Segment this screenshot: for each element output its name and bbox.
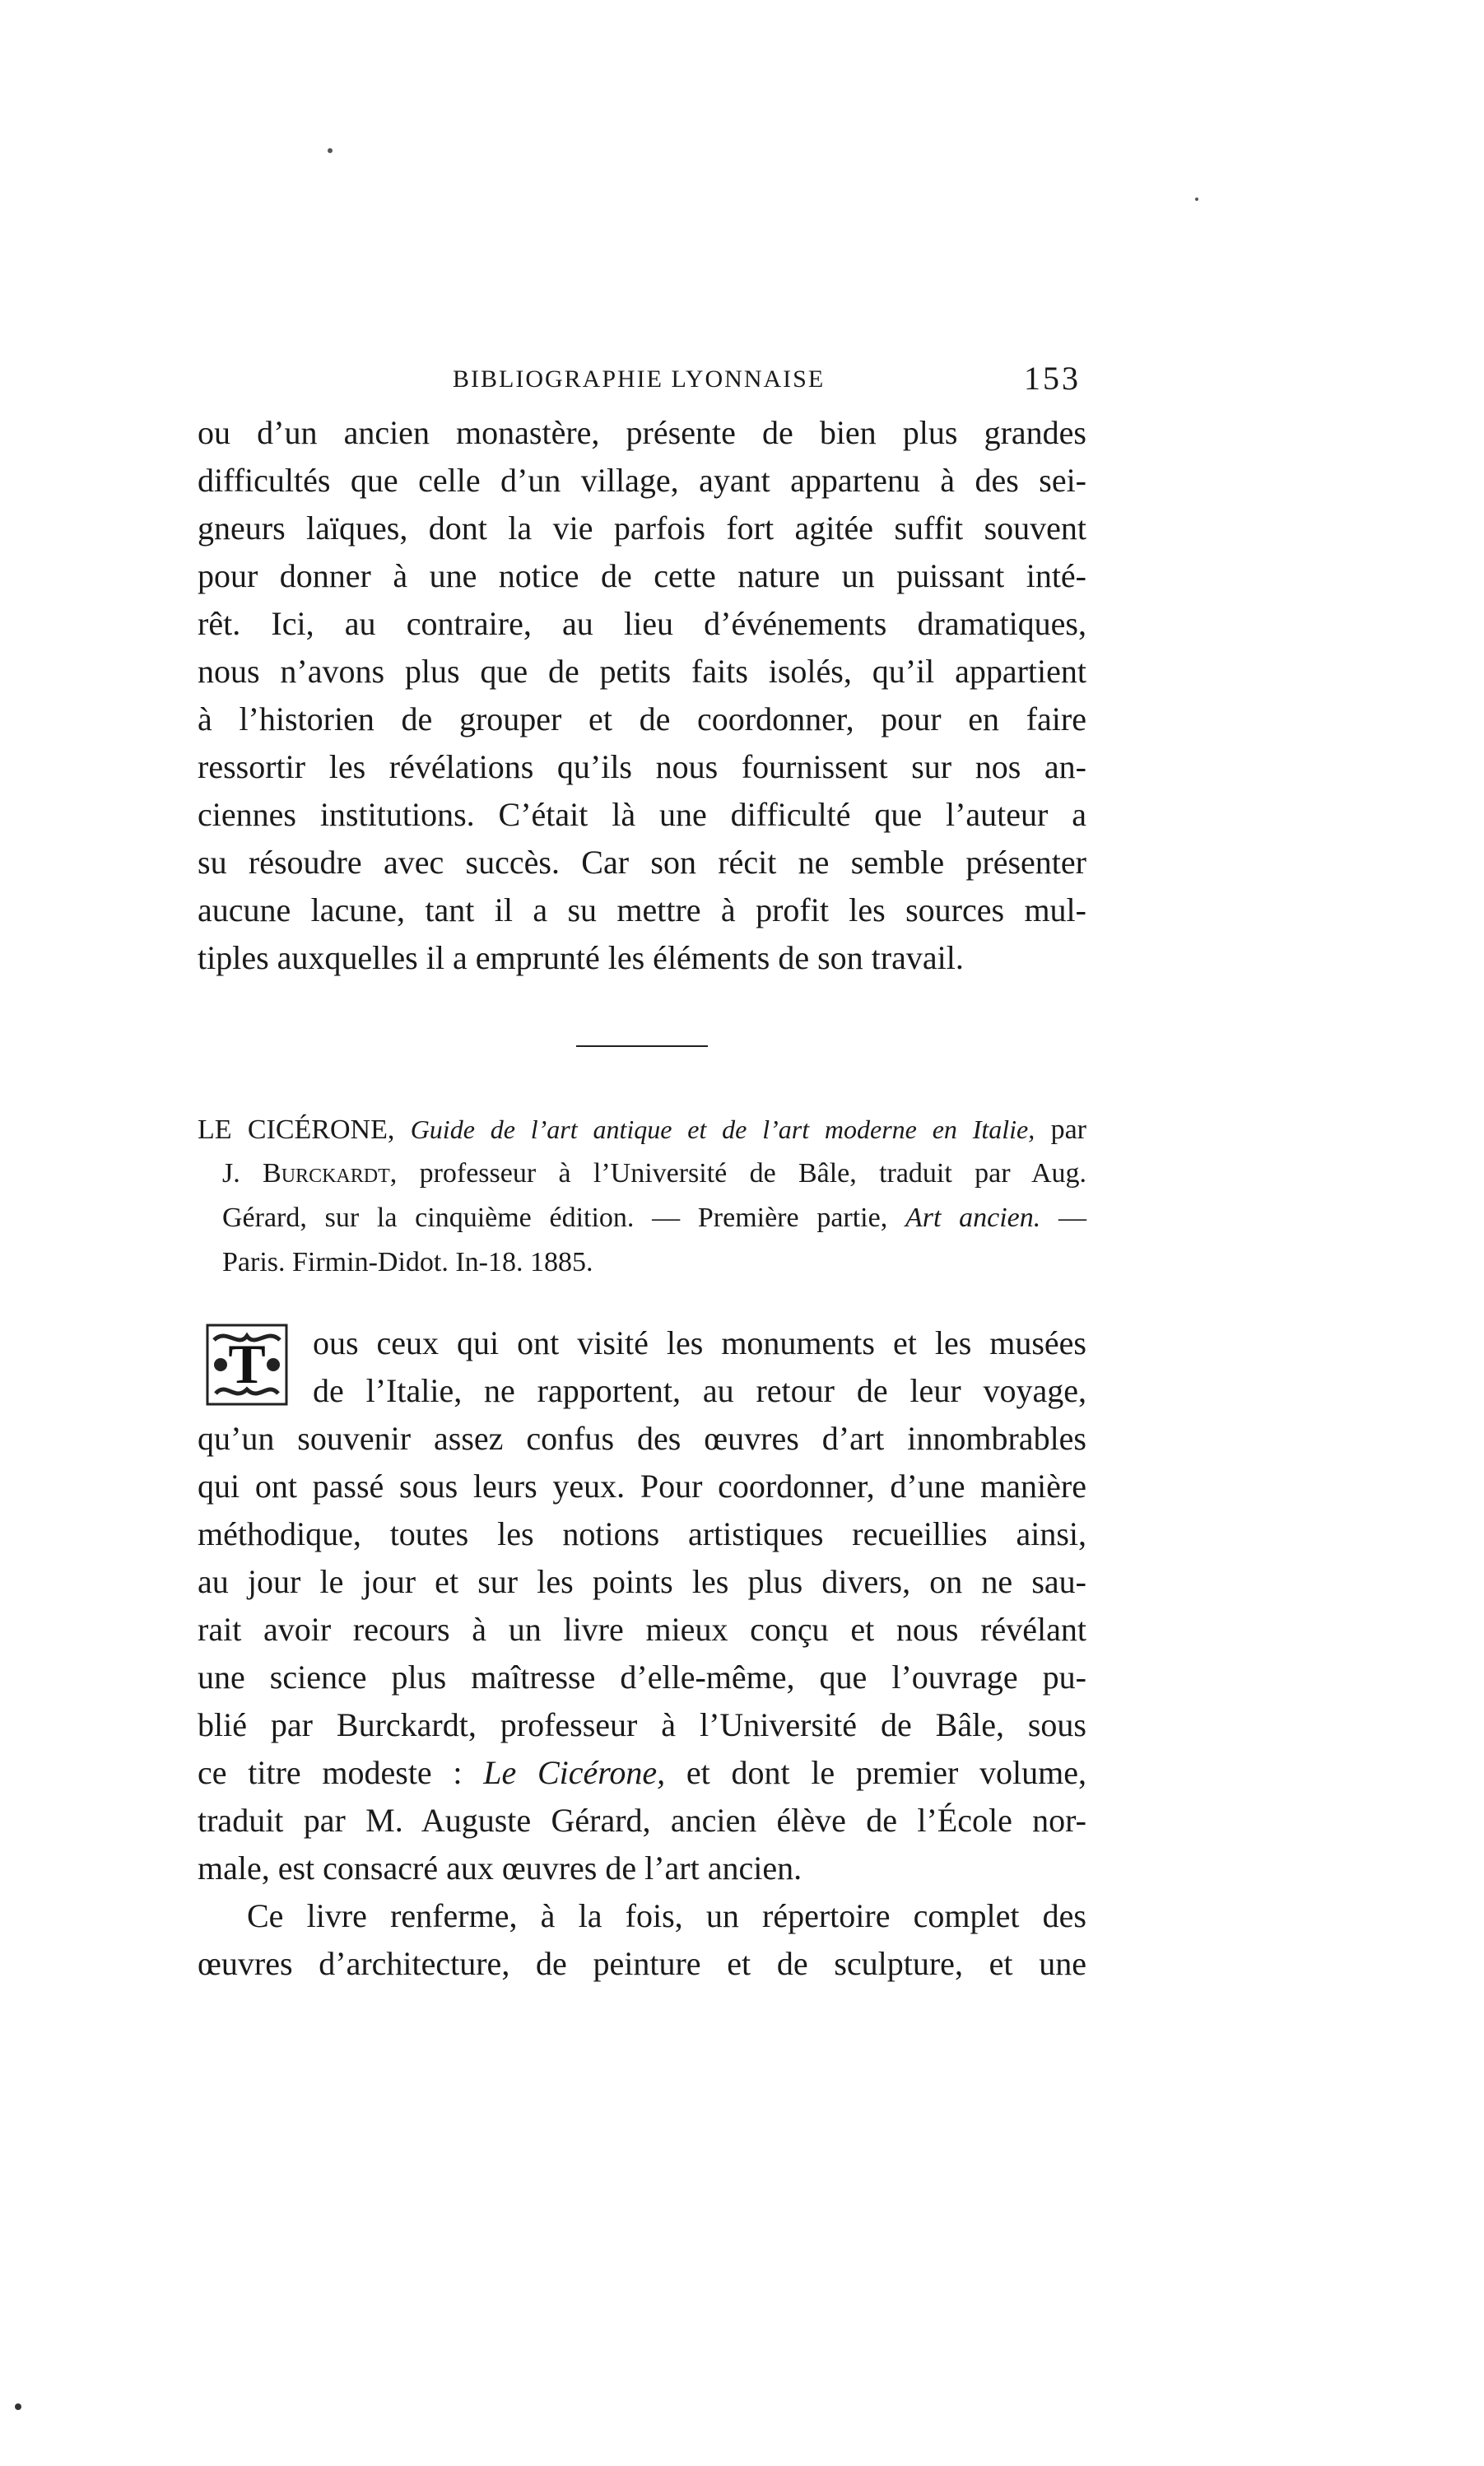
bib-line: [222, 1156, 1086, 1193]
text-line: nous n’avons plus que de petits faits isolés, qu’il appartient: [198, 653, 1086, 690]
text-line: à l’historien de grouper et de coordonner, pour en faire: [198, 700, 1086, 737]
bib-text: professeur à l’Université de Bâle, traduit par Aug.: [419, 1158, 1087, 1189]
page-number: 153: [1024, 360, 1081, 397]
text-line: tiples auxquelles il a emprunté les éléments de son travail.: [198, 939, 964, 976]
author-initial: J.: [222, 1158, 240, 1189]
paper-speck: [328, 148, 333, 153]
text-line: ressortir les révélations qu’ils nous fournissent sur nos an-: [198, 748, 1086, 785]
text-line: [198, 1753, 1086, 1796]
bib-par: par: [1050, 1114, 1087, 1145]
paper-speck: [15, 2403, 21, 2410]
text-line: de l’Italie, ne rapportent, au retour de leur voyage,: [313, 1372, 1086, 1409]
running-title: BIBLIOGRAPHIE LYONNAISE: [453, 365, 826, 393]
text-line: male, est consacré aux œuvres de l’art ancien.: [198, 1850, 802, 1887]
text-line: pour donner à une notice de cette nature un puissant inté-: [198, 557, 1086, 594]
ornamental-drop-cap: [206, 1324, 288, 1406]
work-title: Le Cicérone,: [483, 1754, 666, 1791]
text-line: su résoudre avec succès. Car son récit ne semble présenter: [198, 844, 1086, 881]
text-line: une science plus maîtresse d’elle-même, que l’ouvrage pu-: [198, 1659, 1086, 1696]
text-line: rêt. Ici, au contraire, au lieu d’événements dramatiques,: [198, 605, 1086, 642]
text-line: aucune lacune, tant il a su mettre à profit les sources mul-: [198, 891, 1086, 928]
text-line: ous ceux qui ont visité les monuments et les musées: [313, 1324, 1086, 1361]
bib-line: [198, 1111, 1086, 1149]
text-line: méthodique, toutes les notions artistiques recueillies ainsi,: [198, 1515, 1086, 1552]
book-subtitle: Guide de l’art antique et de l’art moderne en Italie,: [410, 1114, 1035, 1144]
part-title: Art ancien.: [905, 1203, 1041, 1233]
bib-line: [222, 1200, 1086, 1238]
drop-cap-letter: T: [228, 1333, 266, 1395]
section-divider: [576, 1045, 708, 1047]
line-start: ce titre modeste :: [198, 1754, 463, 1791]
text-line: œuvres d’architecture, de peinture et de sculpture, et une: [198, 1945, 1086, 1982]
text-line: ou d’un ancien monastère, présente de bien plus grandes: [198, 414, 1086, 451]
text-line: au jour le jour et sur les points les plus divers, on ne sau-: [198, 1563, 1086, 1600]
text-line: ciennes institutions. C’était là une difficulté que l’auteur a: [198, 796, 1086, 833]
bib-line: Paris. Firmin-Didot. In-18. 1885.: [222, 1247, 593, 1277]
book-title: LE CICÉRONE,: [198, 1114, 395, 1145]
paper-speck: [1195, 198, 1198, 201]
author-name: Burckardt,: [263, 1158, 398, 1189]
bib-dash: —: [1058, 1203, 1087, 1233]
bib-text: Gérard, sur la cinquième édition. — Première partie,: [222, 1203, 888, 1233]
text-line: difficultés que celle d’un village, ayant appartenu à des sei-: [198, 462, 1086, 499]
text-line: blié par Burckardt, professeur à l’Université de Bâle, sous: [198, 1706, 1086, 1743]
text-line: qui ont passé sous leurs yeux. Pour coordonner, d’une manière: [198, 1468, 1086, 1505]
line-end: et dont le premier volume,: [686, 1754, 1087, 1791]
text-line: qu’un souvenir assez confus des œuvres d’art innombrables: [198, 1420, 1086, 1457]
text-line: rait avoir recours à un livre mieux conçu et nous révélant: [198, 1611, 1086, 1648]
text-line: gneurs laïques, dont la vie parfois fort agitée suffit souvent: [198, 509, 1086, 547]
text-line: Ce livre renferme, à la fois, un répertoire complet des: [247, 1897, 1086, 1934]
text-line: traduit par M. Auguste Gérard, ancien élève de l’École nor-: [198, 1802, 1086, 1839]
